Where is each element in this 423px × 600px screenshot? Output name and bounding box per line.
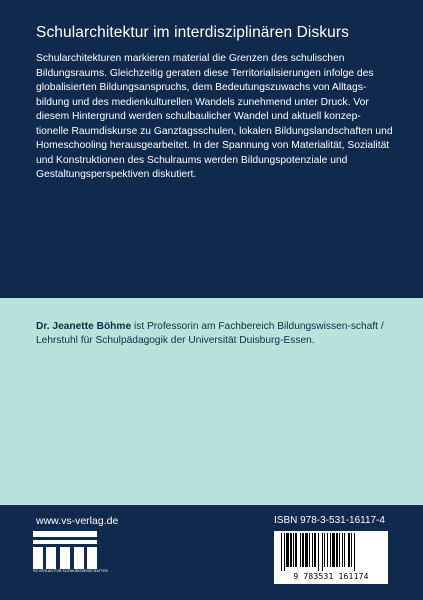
barcode-bar bbox=[342, 533, 343, 567]
barcode-bar bbox=[305, 533, 308, 567]
barcode-bar bbox=[293, 533, 294, 567]
barcode-bar bbox=[324, 533, 325, 567]
barcode-bar bbox=[312, 533, 313, 567]
barcode-bar bbox=[354, 533, 355, 571]
barcode-bar bbox=[290, 533, 292, 567]
barcode bbox=[274, 531, 388, 584]
barcode-bar bbox=[286, 533, 289, 567]
barcode-digits: 9 783531 161174 bbox=[293, 572, 369, 581]
barcode-bar bbox=[348, 533, 350, 567]
barcode-bar bbox=[318, 533, 319, 571]
isbn-label: ISBN 978-3-531-16117-4 bbox=[274, 515, 385, 526]
publisher-tagline: VS VERLAG FÜR SOZIALWISSENSCHAFTEN bbox=[33, 569, 108, 573]
barcode-bar bbox=[300, 533, 301, 567]
barcode-bar bbox=[339, 533, 340, 567]
barcode-bar bbox=[302, 533, 304, 567]
barcode-bar bbox=[344, 533, 345, 567]
author-name: Dr. Jeanette Böhme bbox=[36, 321, 132, 332]
barcode-bar bbox=[295, 533, 297, 567]
barcode-bar bbox=[351, 533, 352, 567]
author-bio: ist Professorin am Fachbereich Bildungswissen-schaft / Lehrstuhl für Schulpädagogik der Universität Duisburg-Essen. bbox=[36, 321, 384, 347]
barcode-bar bbox=[330, 533, 331, 567]
barcode-bar bbox=[336, 533, 338, 567]
barcode-bar bbox=[284, 533, 285, 571]
book-title: Schularchitektur im interdisziplinären Diskurs bbox=[36, 24, 349, 41]
publisher-url[interactable]: www.vs-verlag.de bbox=[36, 515, 119, 527]
author-info bbox=[36, 320, 391, 349]
barcode-bar bbox=[327, 533, 328, 567]
barcode-bar bbox=[281, 533, 282, 571]
barcode-bar bbox=[309, 533, 310, 567]
publisher-logo-icon bbox=[33, 531, 97, 571]
barcode-bar bbox=[314, 533, 316, 567]
book-blurb bbox=[36, 52, 393, 183]
barcode-bar bbox=[332, 533, 335, 567]
barcode-bar bbox=[322, 533, 323, 571]
barcode-bars-icon bbox=[279, 533, 383, 571]
blurb-text: Schularchitekturen markieren material die Grenzen des schulischen Bildungsraums. Gleichzeitig geraten diese Territorialisierungen infolge des globalisierten Bildungsanspruchs, dem Bedeutungszuwachs von Alltags-bildung und des medienkulturellen Wandels zunehmend unter Druck. Vor diesem Hintergrund werden schulbaulicher Wandel und aktuell konzep-tionelle Raumdiskurse zu Ganztagsschulen, lokalen Bildungslandschaften und Homeschooling herausgearbeitet. In der Spannung von Materialität, Sozialität und Konstruktionen des Schulraums werden Bildungspotenziale und Gestaltungsperspektiven diskutiert. bbox=[36, 53, 393, 180]
